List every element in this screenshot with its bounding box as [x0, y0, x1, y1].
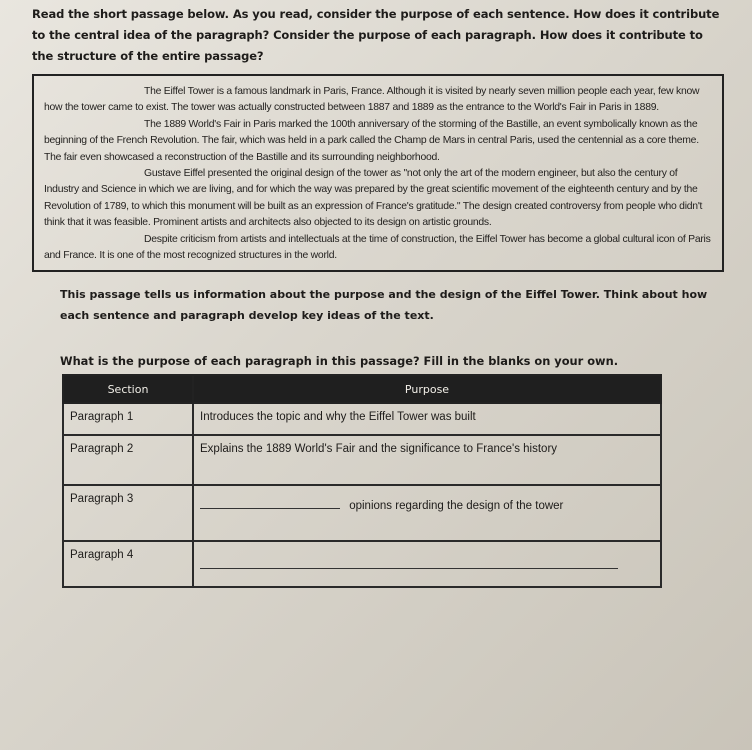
- section-cell: Paragraph 4: [63, 541, 193, 587]
- purpose-table: [62, 374, 662, 588]
- section-cell: Paragraph 2: [63, 435, 193, 485]
- task-description: This passage tells us information about the purpose and the design of the Eiffel Tower. Think about how each sentence and paragraph develop key ideas of the text.: [60, 288, 708, 323]
- fill-in-blank[interactable]: [200, 568, 618, 569]
- purpose-cell: Introduces the topic and why the Eiffel Tower was built: [193, 403, 661, 435]
- purpose-cell: [193, 541, 661, 587]
- question-prompt: What is the purpose of each paragraph in this passage? Fill in the blanks on your own.: [60, 354, 619, 369]
- instructions-text: Read the short passage below. As you read, consider the purpose of each sentence. How does it contribute to the central idea of the paragraph? Consider the purpose of each paragraph. How does it contribute to the structure of the entire passage?: [32, 7, 720, 63]
- header-purpose: Purpose: [193, 375, 661, 403]
- table-row: [63, 403, 661, 435]
- section-cell: Paragraph 3: [63, 485, 193, 541]
- purpose-cell: Explains the 1889 World's Fair and the significance to France's history: [193, 435, 661, 485]
- table-row: [63, 485, 661, 541]
- passage-paragraph-3: Gustave Eiffel presented the original design of the tower as "not only the art of the modern engineer, but also the century of Industry and Science in which we are living, and for which the way was prepared by the great scientific movement of the eighteenth century and by the Revolution of 1789, to which this monument will be built as an expression of France's gratitude." The design created controversy from people who didn't think that it was feasible. Prominent artists and architects also objected to its design on artistic grounds.: [44, 168, 703, 229]
- section-cell: Paragraph 1: [63, 403, 193, 435]
- passage-paragraph-2: The 1889 World's Fair in Paris marked the 100th anniversary of the storming of the Bastille, an event symbolically known as the beginning of the French Revolution. The fair, which was held in a park called the Champ de Mars in central Paris, used the centennial as a core theme. The fair even showcased a reconstruction of the Bastille and its surrounding neighborhood.: [44, 118, 699, 163]
- table-row: [63, 541, 661, 587]
- table-row: [63, 435, 661, 485]
- table-header-row: [63, 375, 661, 403]
- passage-box: [32, 74, 724, 272]
- purpose-text: opinions regarding the design of the tower: [349, 500, 564, 513]
- purpose-cell: [193, 485, 661, 541]
- fill-in-blank[interactable]: [200, 508, 340, 509]
- passage-paragraph-1: The Eiffel Tower is a famous landmark in Paris, France. Although it is visited by nearly seven million people each year, few know how the tower came to exist. The tower was actually constructed between 1887 and 1889 as the entrance to the World's Fair in Paris in 1889.: [44, 86, 700, 114]
- header-section: Section: [63, 375, 193, 403]
- passage-paragraph-4: Despite criticism from artists and intellectuals at the time of construction, the Eiffel Tower has become a global cultural icon of Paris and France. It is one of the most recognized structures in the world.: [44, 233, 711, 262]
